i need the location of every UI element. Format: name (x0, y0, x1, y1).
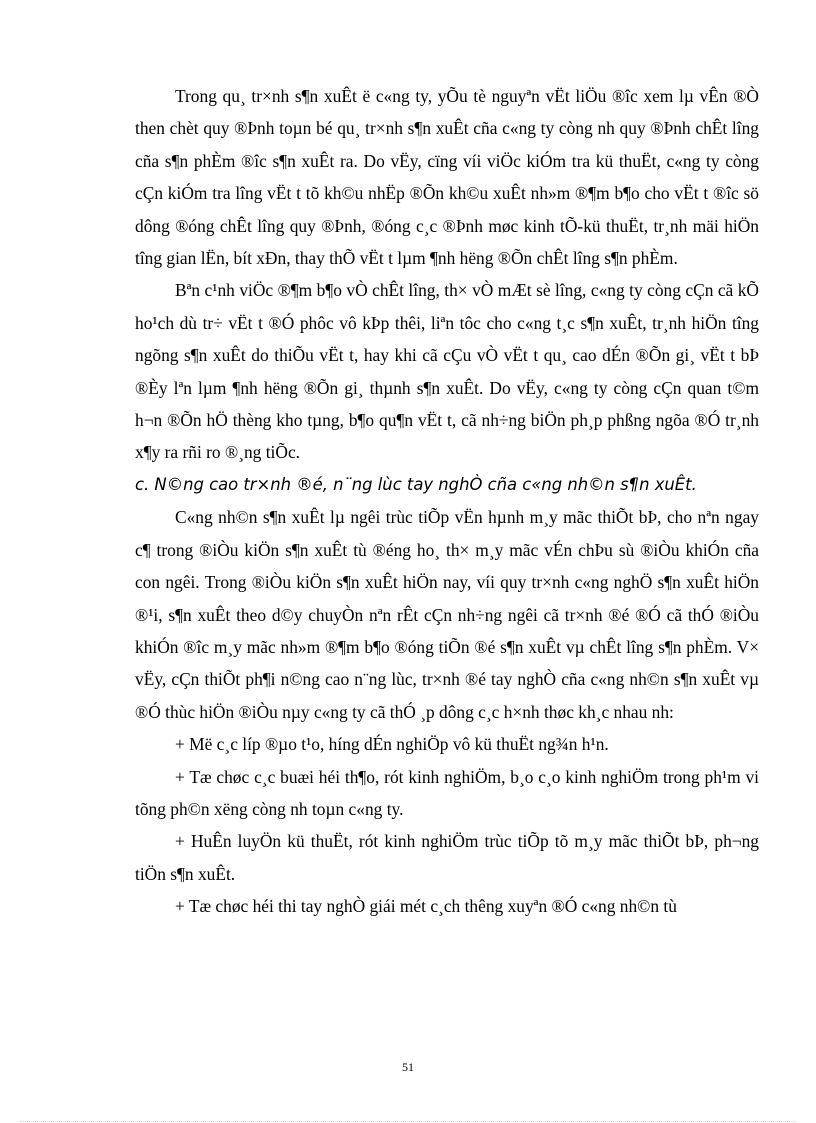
paragraph: Bªn c¹nh viÖc ®¶m b¶o vÒ chÊt lîng, th× vÒ mÆt sè lîng, c«ng ty còng cÇn cã kÕ ho¹ch dù tr÷ vËt t ®Ó phôc vô kÞp thêi, liªn tôc cho c«ng t¸c s¶n xuÊt, tr¸nh hiÖn tîng ngõng s¶n xuÊt do thiÕu vËt t, hay khi cã cÇu vÒ vËt t qu¸ cao dÉn ®Õn gi¸ vËt t bÞ ®Èy lªn lµm ¶nh hëng ®Õn gi¸ thµnh s¶n xuÊt. Do vËy, c«ng ty còng cÇn quan t©m h¬n ®Õn hÖ thèng kho tµng, b¶o qu¶n vËt t, cã nh÷ng biÖn ph¸p phßng ngõa ®Ó tr¸nh x¶y ra rñi ro ®¸ng tiÕc. (135, 280, 759, 463)
list-item: + Tæ chøc héi thi tay nghÒ giái mét c¸ch thêng xuyªn ®Ó c«ng nh©n tù (175, 896, 677, 917)
list-item: + Tæ chøc c¸c buæi héi th¶o, rót kinh nghiÖm, b¸o c¸o kinh nghiÖm trong ph¹m vi tõng ph©n xëng còng nh toµn c«ng ty. (135, 766, 759, 819)
paragraph: C«ng nh©n s¶n xuÊt lµ ngêi trùc tiÕp vËn hµnh m¸y mãc thiÕt bÞ, cho nªn ngay c¶ trong ®iÒu kiÖn s¶n xuÊt tù ®éng ho¸ th× m¸y mãc vÉn chÞu sù ®iÒu khiÓn cña con ngêi. Trong ®iÒu kiÖn s¶n xuÊt hiÖn nay, víi quy tr×nh c«ng nghÖ s¶n xuÊt hiÖn ®¹i, s¶n xuÊt theo d©y chuyÒn nªn rÊt cÇn nh÷ng ngêi cã tr×nh ®é ®Ó cã thÓ ®iÒu khiÓn ®îc m¸y mãc nh»m ®¶m b¶o ®óng tiÕn ®é s¶n xuÊt vµ chÊt lîng s¶n phÈm. V× vËy, cÇn thiÕt ph¶i n©ng cao n¨ng lùc, tr×nh ®é tay nghÒ cña c«ng nh©n s¶n xuÊt vµ ®Ó thùc hiÖn ®iÒu nµy c«ng ty cã thÓ ¸p dông c¸c h×nh thøc kh¸c nhau nh: (135, 507, 759, 722)
document-body (135, 80, 759, 923)
page-number: 51 (402, 1060, 414, 1074)
list-item: + Më c¸c líp ®µo t¹o, híng dÉn nghiÖp vô kü thuËt ng¾n h¹n. (175, 734, 609, 755)
page-bottom-divider (20, 1121, 796, 1122)
section-heading: c. N©ng cao tr×nh ®é, n¨ng lùc tay nghÒ cña c«ng nh©n s¶n xuÊt. (135, 474, 697, 494)
list-item: + HuÊn luyÖn kü thuËt, rót kinh nghiÖm trùc tiÕp tõ m¸y mãc thiÕt bÞ, ph¬ng tiÖn s¶n xuÊt. (135, 831, 759, 884)
paragraph: Trong qu¸ tr×nh s¶n xuÊt ë c«ng ty, yÕu tè nguyªn vËt liÖu ®îc xem lµ vÊn ®Ò then chèt quy ®Þnh toµn bé qu¸ tr×nh s¶n xuÊt cña c«ng ty còng nh quy ®Þnh chÊt lîng cña s¶n phÈm ®îc s¶n xuÊt ra. Do vËy, cïng víi viÖc kiÓm tra kü thuËt, c«ng ty còng cÇn kiÓm tra lîng vËt t tõ kh©u nhËp ®Õn kh©u xuÊt nh»m ®¶m b¶o cho vËt t ®îc sö dông ®óng chÊt lîng quy ®Þnh, ®óng c¸c ®Þnh møc kinh tÕ-kü thuËt, tr¸nh mäi hiÖn tîng gian lËn, bít xÐn, thay thÕ vËt t lµm ¶nh hëng ®Õn chÊt lîng s¶n phÈm. (135, 86, 759, 269)
